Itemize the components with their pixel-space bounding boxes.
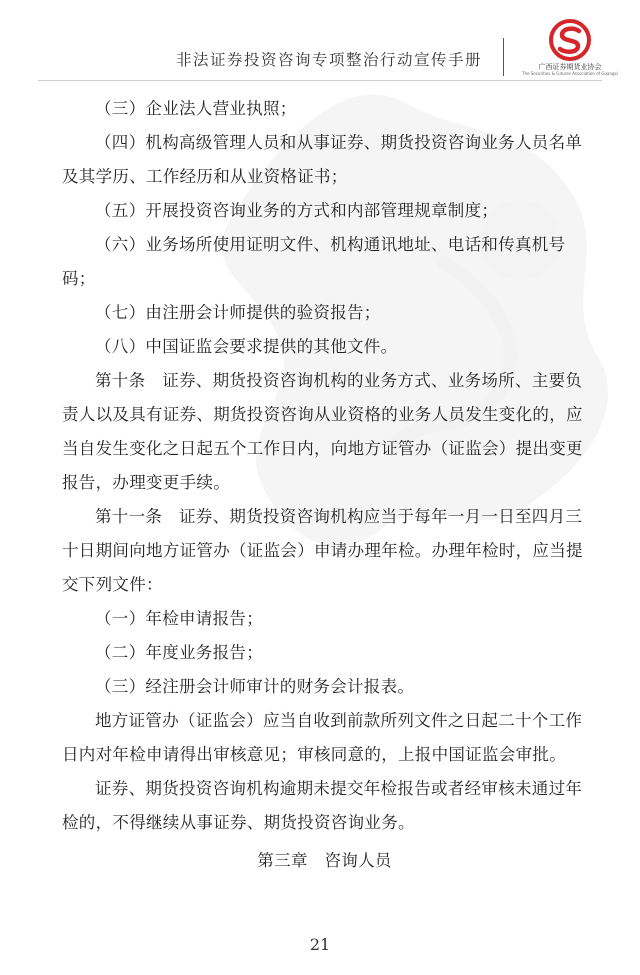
page-header (0, 0, 640, 84)
annual-item-2: （二）年度业务报告； (95, 643, 263, 662)
logo-emblem-icon (520, 18, 620, 62)
article-10: 第十条 证券、期货投资咨询机构的业务方式、业务场所、主要负责人以及具有证券、期货投资咨询从业资格的业务人员发生变化的，应当自发生变化之日起五个工作日内，向地方证管办（证监会）提出变更报告，办理变更手续。 (62, 371, 583, 492)
article-11: 第十一条 证券、期货投资咨询机构应当于每年一月一日至四月三十日期间向地方证管办（证监会）申请办理年检。办理年检时，应当提交下列文件： (62, 507, 583, 594)
chapter-heading: 第三章 咨询人员 (257, 851, 392, 870)
header-title: 非法证券投资咨询专项整治行动宣传手册 (175, 51, 482, 69)
annual-item-1: （一）年检申请报告； (95, 609, 263, 628)
page-number: 21 (309, 935, 331, 954)
penalty-paragraph: 证券、期货投资咨询机构逾期未提交年检报告或者经审核未通过年检的，不得继续从事证券、期货投资咨询业务。 (62, 779, 583, 832)
document-body (62, 92, 587, 878)
paragraph-item-7: （七）由注册会计师提供的验资报告； (95, 303, 381, 322)
review-paragraph: 地方证管办（证监会）应当自收到前款所列文件之日起二十个工作日内对年检申请得出审核意见；审核同意的，上报中国证监会审批。 (62, 711, 583, 764)
association-logo (520, 18, 620, 80)
paragraph-item-5: （五）开展投资咨询业务的方式和内部管理规章制度； (95, 201, 499, 220)
header-divider (503, 38, 504, 76)
paragraph-item-4: （四）机构高级管理人员和从事证券、期货投资咨询业务人员名单及其学历、工作经历和从业资格证书； (62, 133, 583, 186)
logo-subtitle: The Securities & Futures Association of Guangxi (522, 71, 618, 76)
logo-name: 广西证券期货业协会 (538, 63, 602, 71)
header-rule (38, 80, 602, 81)
paragraph-item-6: （六）业务场所使用证明文件、机构通讯地址、电话和传真机号码； (62, 235, 566, 288)
paragraph-item-3: （三）企业法人营业执照； (95, 99, 297, 118)
paragraph-item-8: （八）中国证监会要求提供的其他文件。 (95, 337, 398, 356)
annual-item-3: （三）经注册会计师审计的财务会计报表。 (95, 677, 415, 696)
